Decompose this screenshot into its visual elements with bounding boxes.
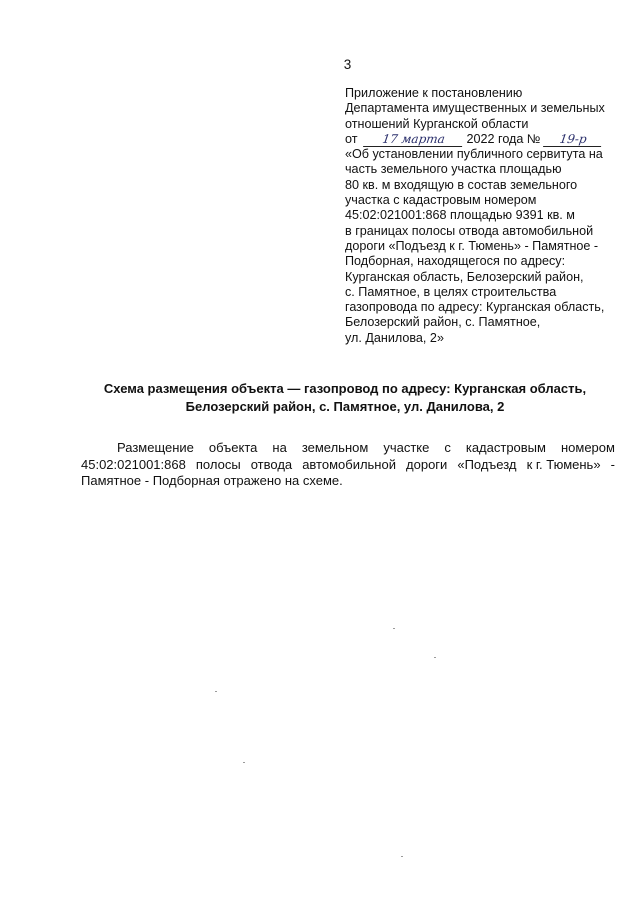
body-word: кадастровым: [465, 440, 546, 455]
body-line-3: Памятное - Подборная отражено на схеме.: [81, 473, 343, 488]
scan-speck: [434, 657, 436, 658]
appendix-line: Приложение к постановлению: [345, 86, 523, 100]
resolution-title-line: «Об установлении публичного сервитута на: [345, 147, 603, 162]
resolution-title-line: Белозерский район, с. Памятное,: [345, 315, 541, 330]
resolution-title-line: Подборная, находящегося по адресу:: [345, 254, 566, 269]
body-word: земельном: [301, 440, 369, 455]
body-word: Размещение: [117, 440, 194, 455]
body-word: полосы: [195, 456, 241, 472]
body-line-2: [81, 457, 615, 474]
body-word: участке: [383, 440, 430, 455]
body-paragraph: [81, 440, 615, 490]
body-word: к г. Тюмень»: [526, 456, 601, 472]
resolution-title-line: ул. Данилова, 2»: [345, 330, 444, 345]
scan-speck: [215, 691, 217, 692]
resolution-title-line: с. Памятное, в целях строительства: [345, 284, 557, 299]
body-word: «Подъезд: [457, 456, 517, 472]
resolution-title-line: газопровода по адресу: Курганская область,: [345, 300, 605, 315]
body-line-1: [81, 440, 615, 457]
scan-speck: [243, 762, 245, 763]
body-word: отвода: [250, 456, 293, 472]
page-number: 3: [343, 57, 352, 72]
appendix-line: отношений Курганской области: [345, 116, 529, 131]
body-word: объекта: [208, 440, 258, 455]
resolution-title-line: участка с кадастровым номером: [345, 193, 537, 208]
resolution-title-line: часть земельного участка площадью: [345, 162, 562, 177]
scheme-title-line: Схема размещения объекта — газопровод по адресу: Курганская область,: [103, 381, 587, 396]
date-prefix: от: [345, 131, 358, 146]
scheme-title: [60, 380, 630, 416]
body-word: 45:02:021001:868: [81, 456, 186, 472]
handwritten-date: 17 марта: [363, 133, 464, 147]
body-word: -: [610, 456, 615, 472]
scheme-title-line: Белозерский район, с. Памятное, ул. Данилова, 2: [185, 399, 505, 414]
resolution-date-line: [345, 132, 615, 147]
body-word: номером: [560, 440, 615, 455]
body-word: с: [444, 440, 451, 455]
body-word: автомобильной: [302, 456, 396, 472]
scan-speck: [401, 856, 403, 857]
appendix-line: Департамента имущественных и земельных: [345, 101, 605, 116]
resolution-title-line: Курганская область, Белозерский район,: [345, 269, 584, 284]
resolution-title-line: 80 кв. м входящую в состав земельного: [345, 177, 578, 192]
appendix-block: [345, 86, 615, 346]
scan-speck: [393, 628, 395, 629]
body-word: дороги: [406, 456, 448, 472]
resolution-title-line: 45:02:021001:868 площадью 9391 кв. м: [345, 208, 575, 223]
resolution-title-line: дороги «Подъезд к г. Тюмень» - Памятное -: [345, 238, 599, 253]
handwritten-number: 19-р: [543, 133, 603, 147]
resolution-title-line: в границах полосы отвода автомобильной: [345, 223, 594, 238]
year-text: 2022 года №: [466, 131, 541, 146]
body-word: на: [272, 440, 287, 455]
